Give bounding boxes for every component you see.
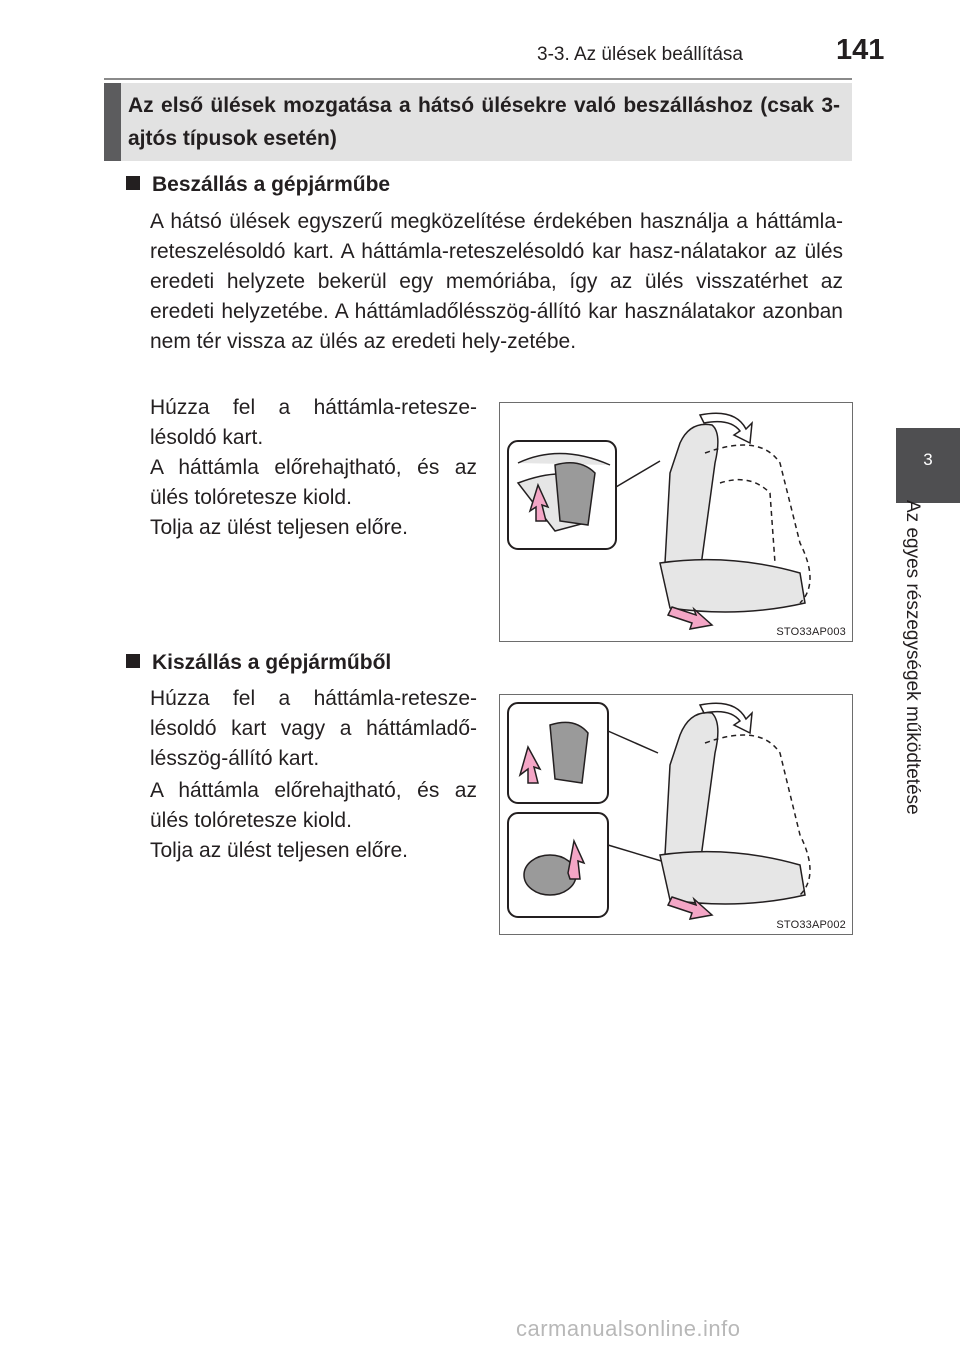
section-title-box (104, 83, 852, 161)
seat-illustration (500, 403, 852, 641)
bullet-square-icon (126, 176, 140, 190)
entering-step-3: Tolja az ülést teljesen előre. (150, 516, 408, 539)
watermark: carmanualsonline.info (516, 1316, 741, 1341)
entering-step-2: A háttámla előrehajtható, és az ülés tolóretesze kiold. (150, 456, 477, 509)
callout-line (608, 731, 658, 753)
exiting-step-1: Húzza fel a háttámla-retesze-lésoldó kart vagy a háttámladő-lésszög-állító kart. (150, 687, 477, 770)
figure-code: STO33AP003 (776, 626, 846, 638)
entering-heading (126, 173, 390, 197)
lever-handle (555, 463, 595, 525)
page-number: 141 (836, 34, 885, 66)
entering-paragraph: A hátsó ülések egyszerű megközelítése érdekében használja a háttámla-reteszelésoldó kart. A háttámla-reteszelésoldó kar hasz-nálatakor az ülés eredeti helyzete bekerül egy memóriába, így az ülés visszatérhet az eredeti helyzetébe. A háttámladőlésszög-állító kar használatakor azonban nem tér vissza az ülés az eredeti hely-zetébe. (150, 210, 843, 353)
chapter-number: 3 (923, 450, 933, 469)
seat-cushion (660, 560, 805, 612)
seat-illustration (500, 695, 852, 934)
figure-exit-seat (499, 694, 853, 935)
callout-line (608, 845, 668, 863)
section-header: 3-3. Az ülések beállítása (537, 44, 743, 65)
seat-cushion (660, 852, 805, 904)
title-accent-bar (104, 83, 121, 161)
entering-heading-text: Beszállás a gépjárműbe (152, 173, 391, 196)
exiting-heading-text: Kiszállás a gépjárműből (152, 651, 392, 674)
callout-line (616, 461, 660, 487)
figure-enter-seat (499, 402, 853, 642)
section-title: Az első ülések mozgatása a hátsó ülésekre való beszálláshoz (csak 3-ajtós típusok esetén) (128, 94, 840, 150)
lever-handle (550, 722, 588, 783)
entering-step-1: Húzza fel a háttámla-retesze-lésoldó kart. (150, 396, 477, 449)
seat-back (665, 713, 718, 869)
seat-back (665, 424, 718, 576)
seat-folded-outline-2 (720, 480, 775, 563)
chapter-title: Az egyes részegységek működtetése (902, 500, 923, 815)
header-divider (104, 78, 852, 80)
exiting-step-3: Tolja az ülést teljesen előre. (150, 839, 408, 862)
exiting-heading (126, 651, 391, 675)
chapter-tab[interactable] (896, 428, 960, 503)
bullet-square-icon (126, 654, 140, 668)
exiting-step-2: A háttámla előrehajtható, és az ülés tolóretesze kiold. (150, 779, 477, 832)
figure-code: STO33AP002 (776, 919, 846, 931)
